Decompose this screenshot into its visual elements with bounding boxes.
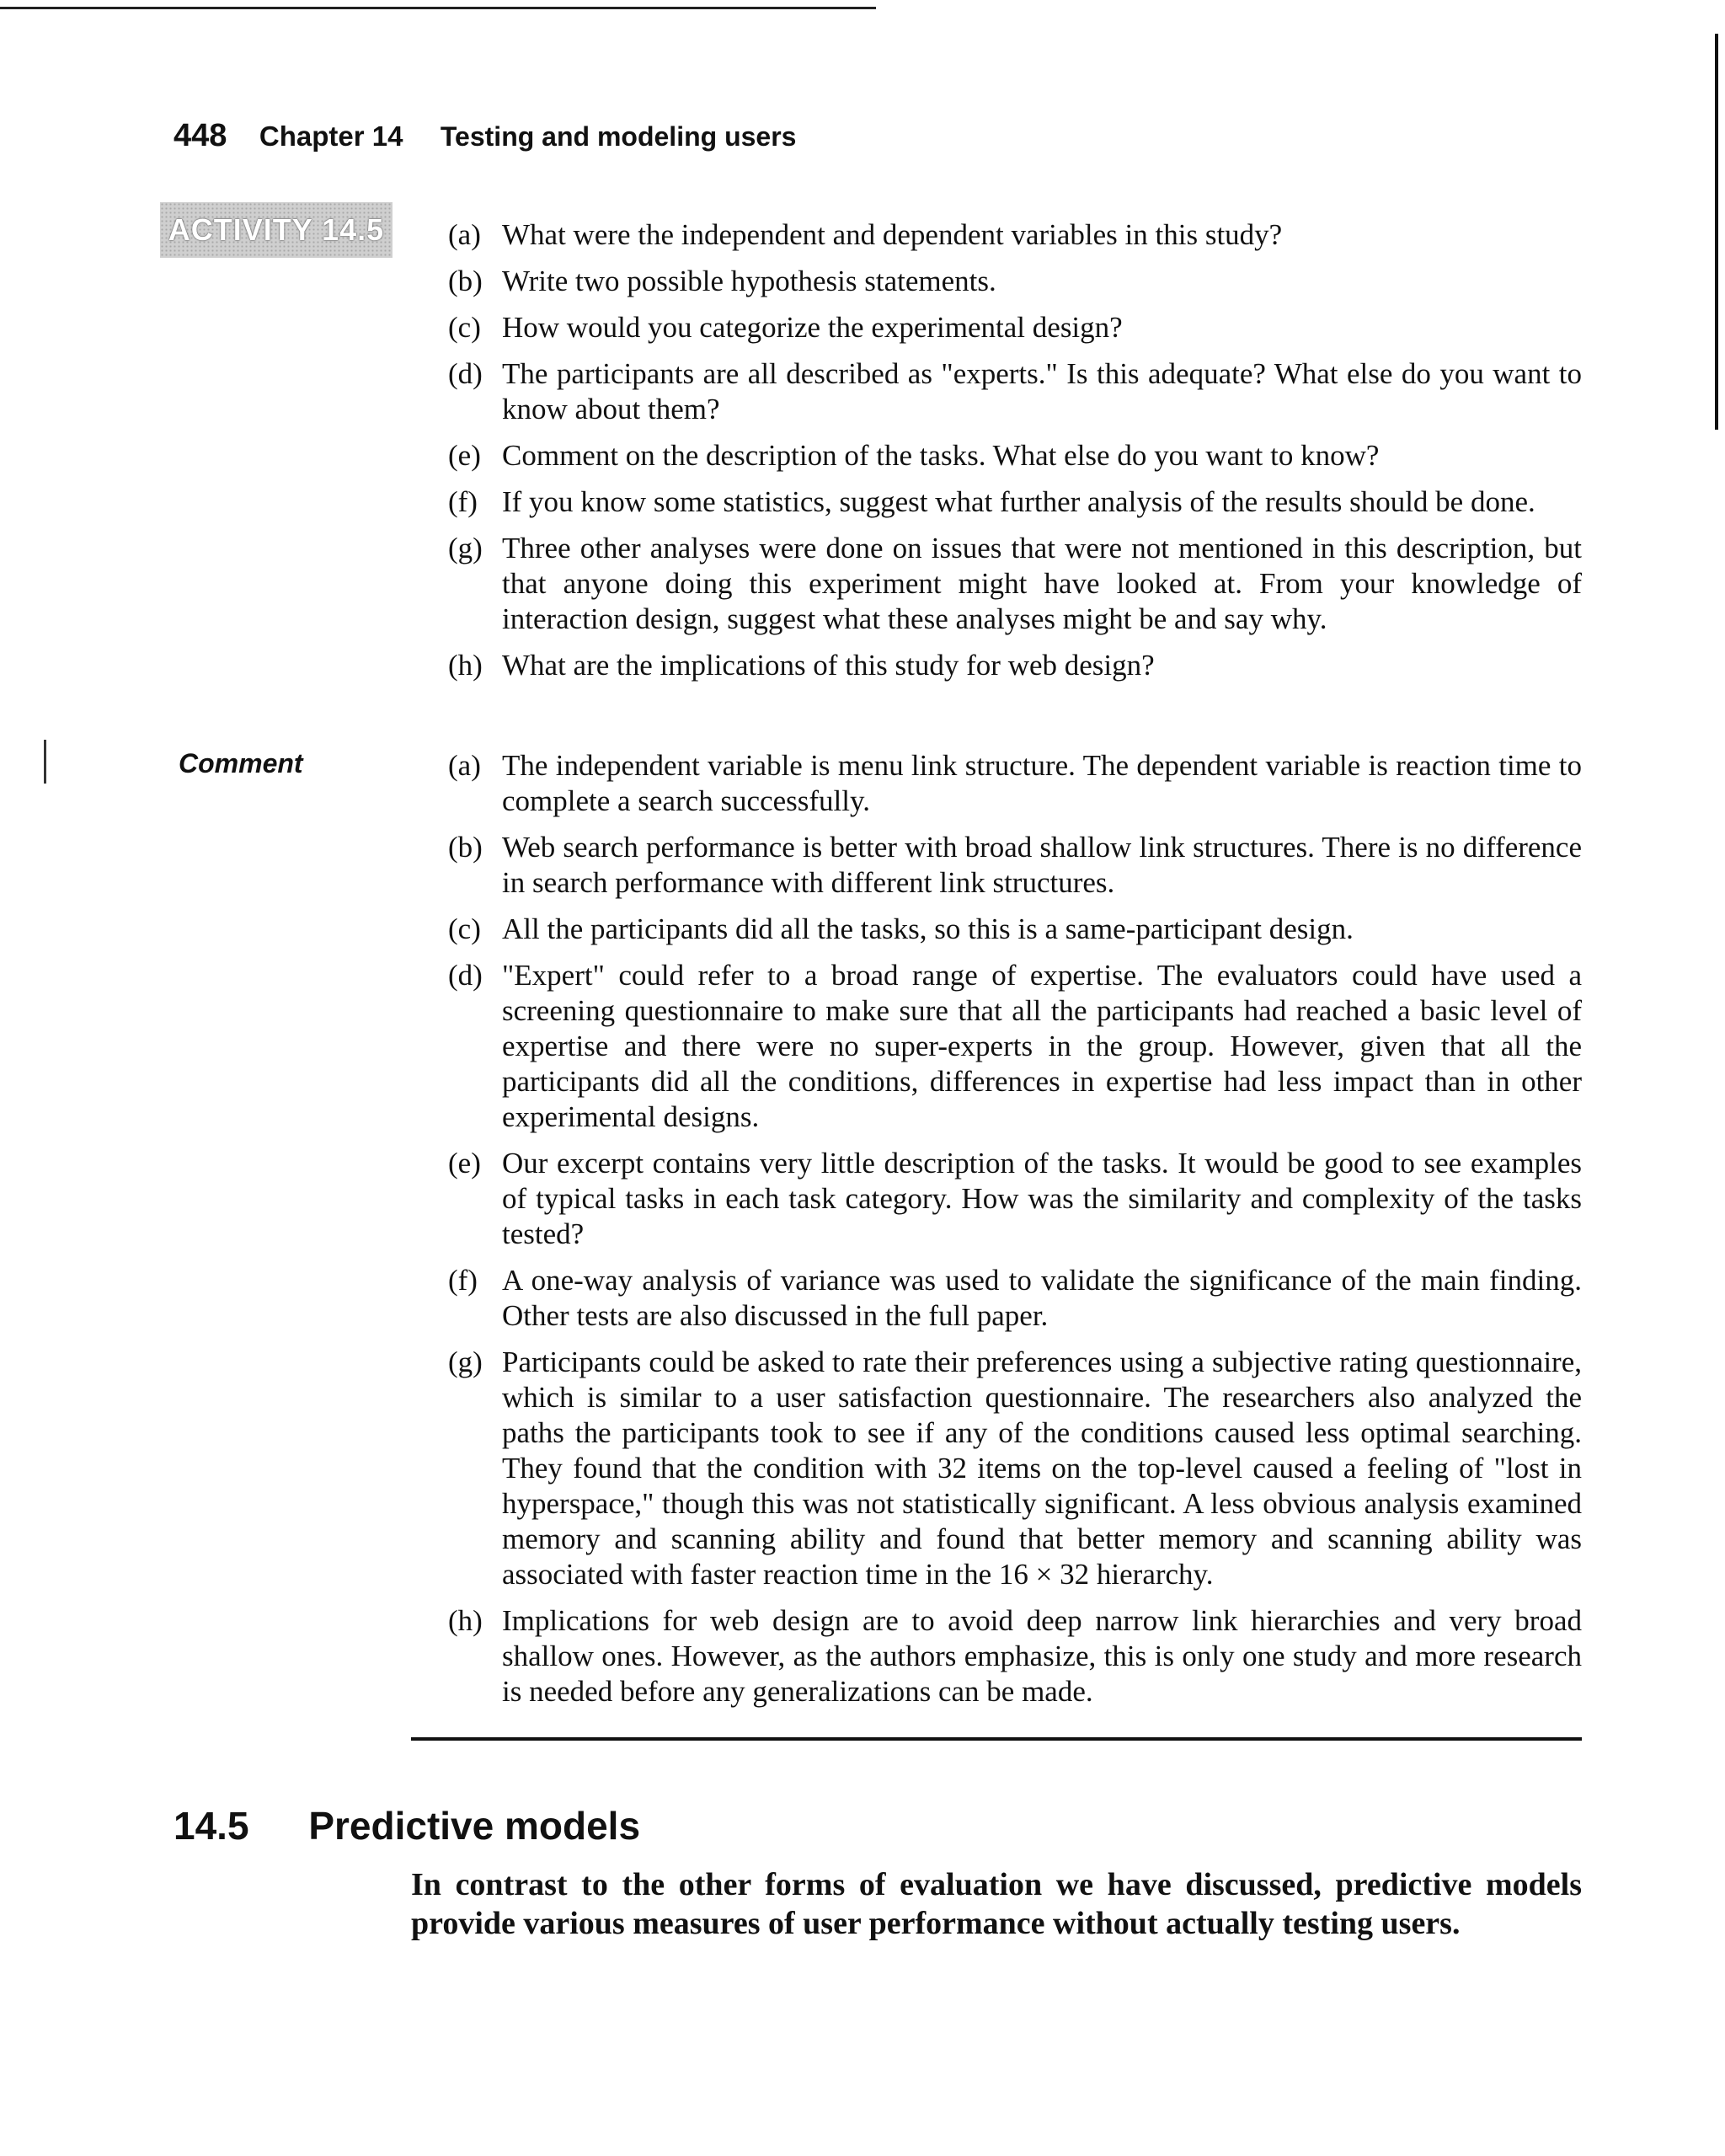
- answer-label: (d): [448, 959, 483, 992]
- comment-answer: [448, 1603, 1582, 1709]
- activity-question: [448, 648, 1582, 683]
- question-label: (b): [448, 265, 483, 297]
- activity-question: [448, 531, 1582, 637]
- question-text: The participants are all described as "experts." Is this adequate? What else do you want to know about them?: [502, 357, 1582, 425]
- question-text: What are the implications of this study for web design?: [502, 649, 1155, 682]
- activity-question: [448, 217, 1582, 253]
- answer-text: Our excerpt contains very little description of the tasks. It would be good to see examples of typical tasks in each task category. How was the similarity and complexity of the tasks tested?: [502, 1147, 1582, 1250]
- question-text: What were the independent and dependent variables in this study?: [502, 218, 1283, 251]
- question-label: (a): [448, 218, 481, 251]
- left-margin-scan-mark: [44, 740, 46, 784]
- activity-question-list: [448, 217, 1582, 694]
- question-label: (g): [448, 532, 483, 564]
- question-label: (h): [448, 649, 483, 682]
- section-intro-paragraph: In contrast to the other forms of evaluation we have discussed, predictive models provide various measures of user performance without actually testing users.: [411, 1867, 1582, 1941]
- section-heading: [174, 1803, 640, 1848]
- answer-label: (h): [448, 1604, 483, 1637]
- question-text: Comment on the description of the tasks. What else do you want to know?: [502, 439, 1380, 472]
- question-label: (f): [448, 485, 478, 518]
- right-margin-scan-mark: [1715, 34, 1718, 430]
- question-label: (d): [448, 357, 483, 390]
- answer-text: Participants could be asked to rate their preferences using a subjective rating questionnaire, which is similar to a user satisfaction questionnaire. The researchers also analyzed the paths the participants took to see if any of the conditions caused less optimal searching. They found that the condition with 32 items on the top-level caused a feeling of "lost in hyperspace," though this was not statistically significant. A less obvious analysis examined memory and scanning ability and found that better memory and scanning ability was associated with faster reaction time in the 16 × 32 hierarchy.: [502, 1345, 1582, 1591]
- answer-text: Implications for web design are to avoid deep narrow link hierarchies and very broad shallow ones. However, as the authors emphasize, this is only one study and more research is needed before any generalizations can be made.: [502, 1604, 1582, 1708]
- section-title: Predictive models: [308, 1804, 641, 1848]
- answer-label: (g): [448, 1345, 483, 1378]
- activity-question: [448, 438, 1582, 473]
- answer-text: All the participants did all the tasks, so this is a same-participant design.: [502, 912, 1354, 945]
- comment-answer: [448, 1146, 1582, 1252]
- question-text: Write two possible hypothesis statements.: [502, 265, 996, 297]
- comment-answer: [448, 1345, 1582, 1592]
- activity-question: [448, 310, 1582, 345]
- section-number: 14.5: [174, 1804, 249, 1848]
- comment-answer-list: [448, 748, 1582, 1720]
- answer-text: Web search performance is better with broad shallow link structures. There is no difference in search performance with different link structures.: [502, 831, 1582, 899]
- comment-answer: [448, 830, 1582, 901]
- chapter-title: Testing and modeling users: [440, 121, 797, 152]
- answer-label: (a): [448, 749, 481, 782]
- answer-label: (f): [448, 1264, 478, 1297]
- answer-label: (b): [448, 831, 483, 864]
- answer-text: A one-way analysis of variance was used to validate the significance of the main finding. Other tests are also discussed in the full paper.: [502, 1264, 1582, 1332]
- answer-text: "Expert" could refer to a broad range of expertise. The evaluators could have used a screening questionnaire to make sure that all the participants had reached a basic level of expertise and there were no super-experts in the group. However, given that all the participants did all the conditions, differences in expertise had less impact than in other experimental designs.: [502, 959, 1582, 1133]
- activity-question: [448, 356, 1582, 427]
- comment-end-rule: [411, 1737, 1582, 1741]
- comment-answer: [448, 912, 1582, 947]
- page-number: 448: [174, 118, 227, 153]
- activity-question: [448, 264, 1582, 299]
- answer-label: (e): [448, 1147, 481, 1180]
- comment-answer: [448, 958, 1582, 1135]
- activity-question: [448, 484, 1582, 520]
- chapter-label: Chapter 14: [259, 120, 403, 152]
- question-label: (c): [448, 311, 481, 344]
- question-text: Three other analyses were done on issues that were not mentioned in this description, but that anyone doing this experiment might have looked at. From your knowledge of interaction design, suggest what these analyses might be and say why.: [502, 532, 1582, 635]
- answer-text: The independent variable is menu link structure. The dependent variable is reaction time to complete a search successfully.: [502, 749, 1582, 817]
- comment-answer: [448, 748, 1582, 819]
- top-scan-rule: [0, 7, 876, 9]
- answer-label: (c): [448, 912, 481, 945]
- question-text: If you know some statistics, suggest what further analysis of the results should be done.: [502, 485, 1535, 518]
- running-head: [174, 118, 796, 154]
- comment-answer: [448, 1263, 1582, 1334]
- activity-badge: ACTIVITY 14.5: [160, 202, 393, 258]
- question-text: How would you categorize the experimental design?: [502, 311, 1123, 344]
- comment-label: Comment: [179, 748, 303, 778]
- question-label: (e): [448, 439, 481, 472]
